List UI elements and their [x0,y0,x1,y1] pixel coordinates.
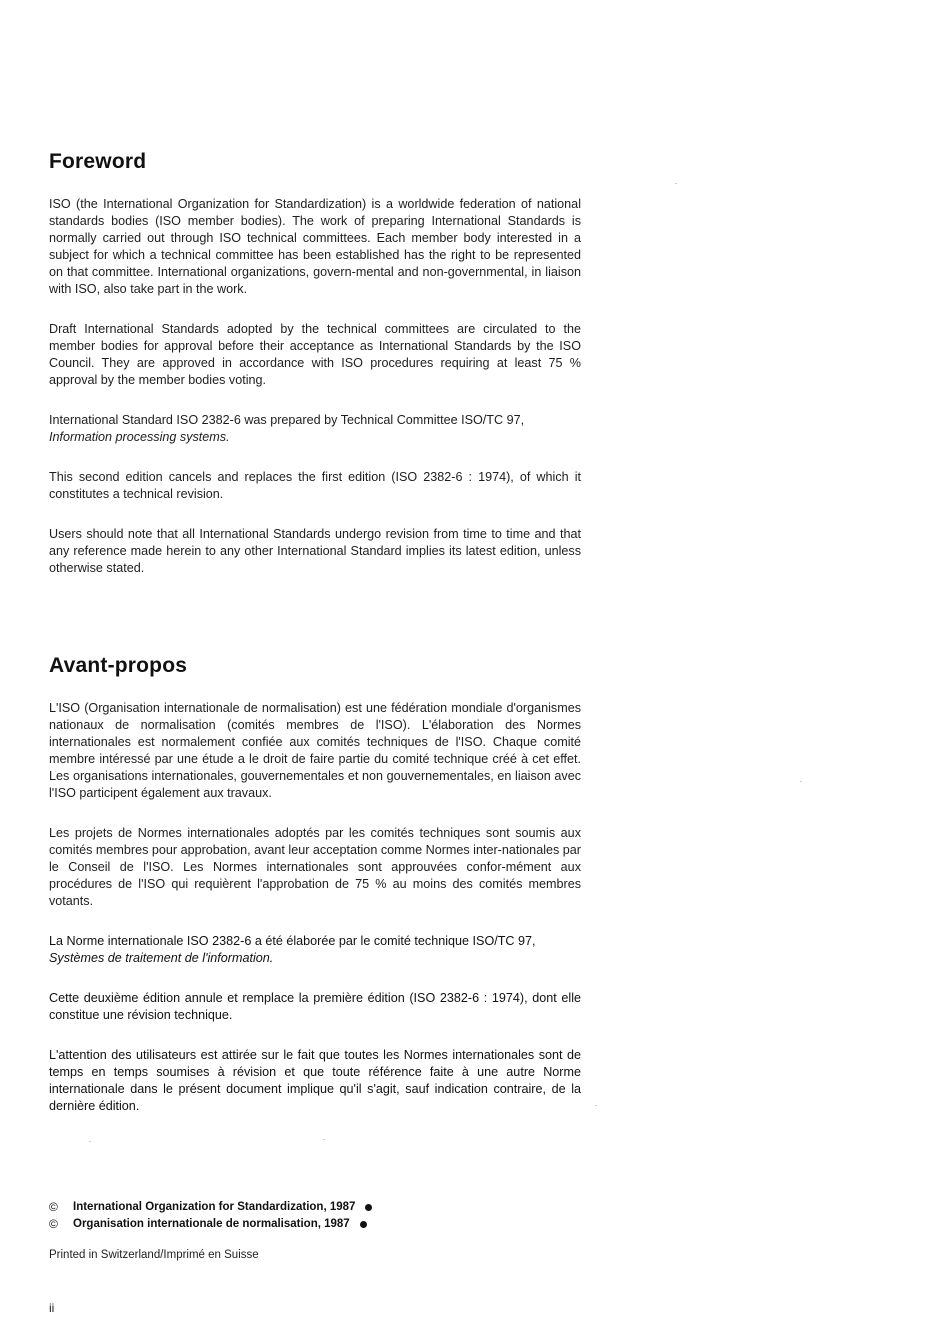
avant-propos-edition-paragraph: Cette deuxième édition annule et remplace la première édition (ISO 2382-6 : 1974), dont elle constitue une révision technique. [49,991,581,1022]
avant-propos-title: Avant-propos [49,654,188,677]
copyright-line-en [49,1199,449,1216]
avant-propos-paragraph-2: Les projets de Normes internationales adoptés par les comités techniques sont soumis aux comités membres pour approbation, avant leur acceptation comme Normes inter-nationales par le Conseil de l'ISO. Les Normes internationales sont approuvées confor-mément aux procédures de l'ISO qui requièrent l'approbation de 75 % au moins des comités membres votants. [49,826,581,908]
foreword-prepared-paragraph [49,412,581,446]
avant-propos-users-paragraph: L'attention des utilisateurs est attirée sur le fait que toutes les Normes internationales sont de temps en temps soumises à révision et que toute référence faite à une autre Norme internationale dans le présent document implique qu'il s'agit, sauf indication contraire, de la dernière édition. [49,1048,581,1113]
avant-propos-prepared-italic: Systèmes de traitement de l'information. [49,951,274,965]
foreword-prepared-text: International Standard ISO 2382-6 was prepared by Technical Committee ISO/TC 97, [49,413,525,427]
avant-propos-prepared-text: La Norme internationale ISO 2382-6 a été élaborée par le comité technique ISO/TC 97, [49,934,536,948]
foreword-edition-paragraph: This second edition cancels and replaces the first edition (ISO 2382-6 : 1974), of which it constitutes a technical revision. [49,470,581,501]
scan-speck [89,1141,91,1142]
avant-propos-section [49,652,581,1138]
copyright-text-en: International Organization for Standardization, 1987 [73,1201,356,1213]
copyright-text-fr: Organisation internationale de normalisation, 1987 [73,1218,350,1230]
foreword-paragraph-1: ISO (the International Organization for Standardization) is a worldwide federation of national standards bodies (ISO member bodies). The work of preparing International Standards is normally carried out through ISO technical committees. Each member body interested in a subject for which a technical committee has been established has the right to be represented on that committee. International organizations, govern-mental and non-governmental, in liaison with ISO, also take part in the work. [49,197,581,296]
bullet-icon [360,1221,367,1228]
avant-propos-paragraph-1: L'ISO (Organisation internationale de normalisation) est une fédération mondiale d'organismes nationaux de normalisation (comités membres de l'ISO). L'élaboration des Normes internationales est normalement confiée aux comités techniques de l'ISO. Chaque comité membre intéressé par une étude a le droit de faire partie du comité technique créé à cet effet. Les organisations internationales, gouvernementales et non gouvernementales, en liaison avec l'ISO participent également aux travaux. [49,701,581,800]
foreword-prepared-italic: Information processing systems. [49,430,230,444]
scan-speck [800,781,802,782]
foreword-section [49,148,581,600]
foreword-paragraph-2: Draft International Standards adopted by the technical committees are circulated to the member bodies for approval before their acceptance as International Standards by the ISO Council. They are approved in accordance with ISO procedures requiring at least 75 % approval by the member bodies voting. [49,322,581,387]
scan-speck [595,1105,597,1106]
copyright-line-fr [49,1216,449,1233]
copyright-block [49,1199,449,1233]
foreword-users-paragraph: Users should note that all International Standards undergo revision from time to time and that any reference made herein to any other International Standard implies its latest edition, unless otherwise stated. [49,527,581,575]
page-number: ii [49,1301,55,1315]
foreword-title: Foreword [49,150,147,173]
scan-speck [323,1139,325,1140]
printed-in-text: Printed in Switzerland/Imprimé en Suisse [49,1249,259,1261]
copyright-icon: © [49,1200,58,1214]
scan-speck [675,183,677,184]
bullet-icon [365,1204,372,1211]
copyright-icon: © [49,1217,58,1231]
avant-propos-prepared-paragraph [49,933,581,967]
